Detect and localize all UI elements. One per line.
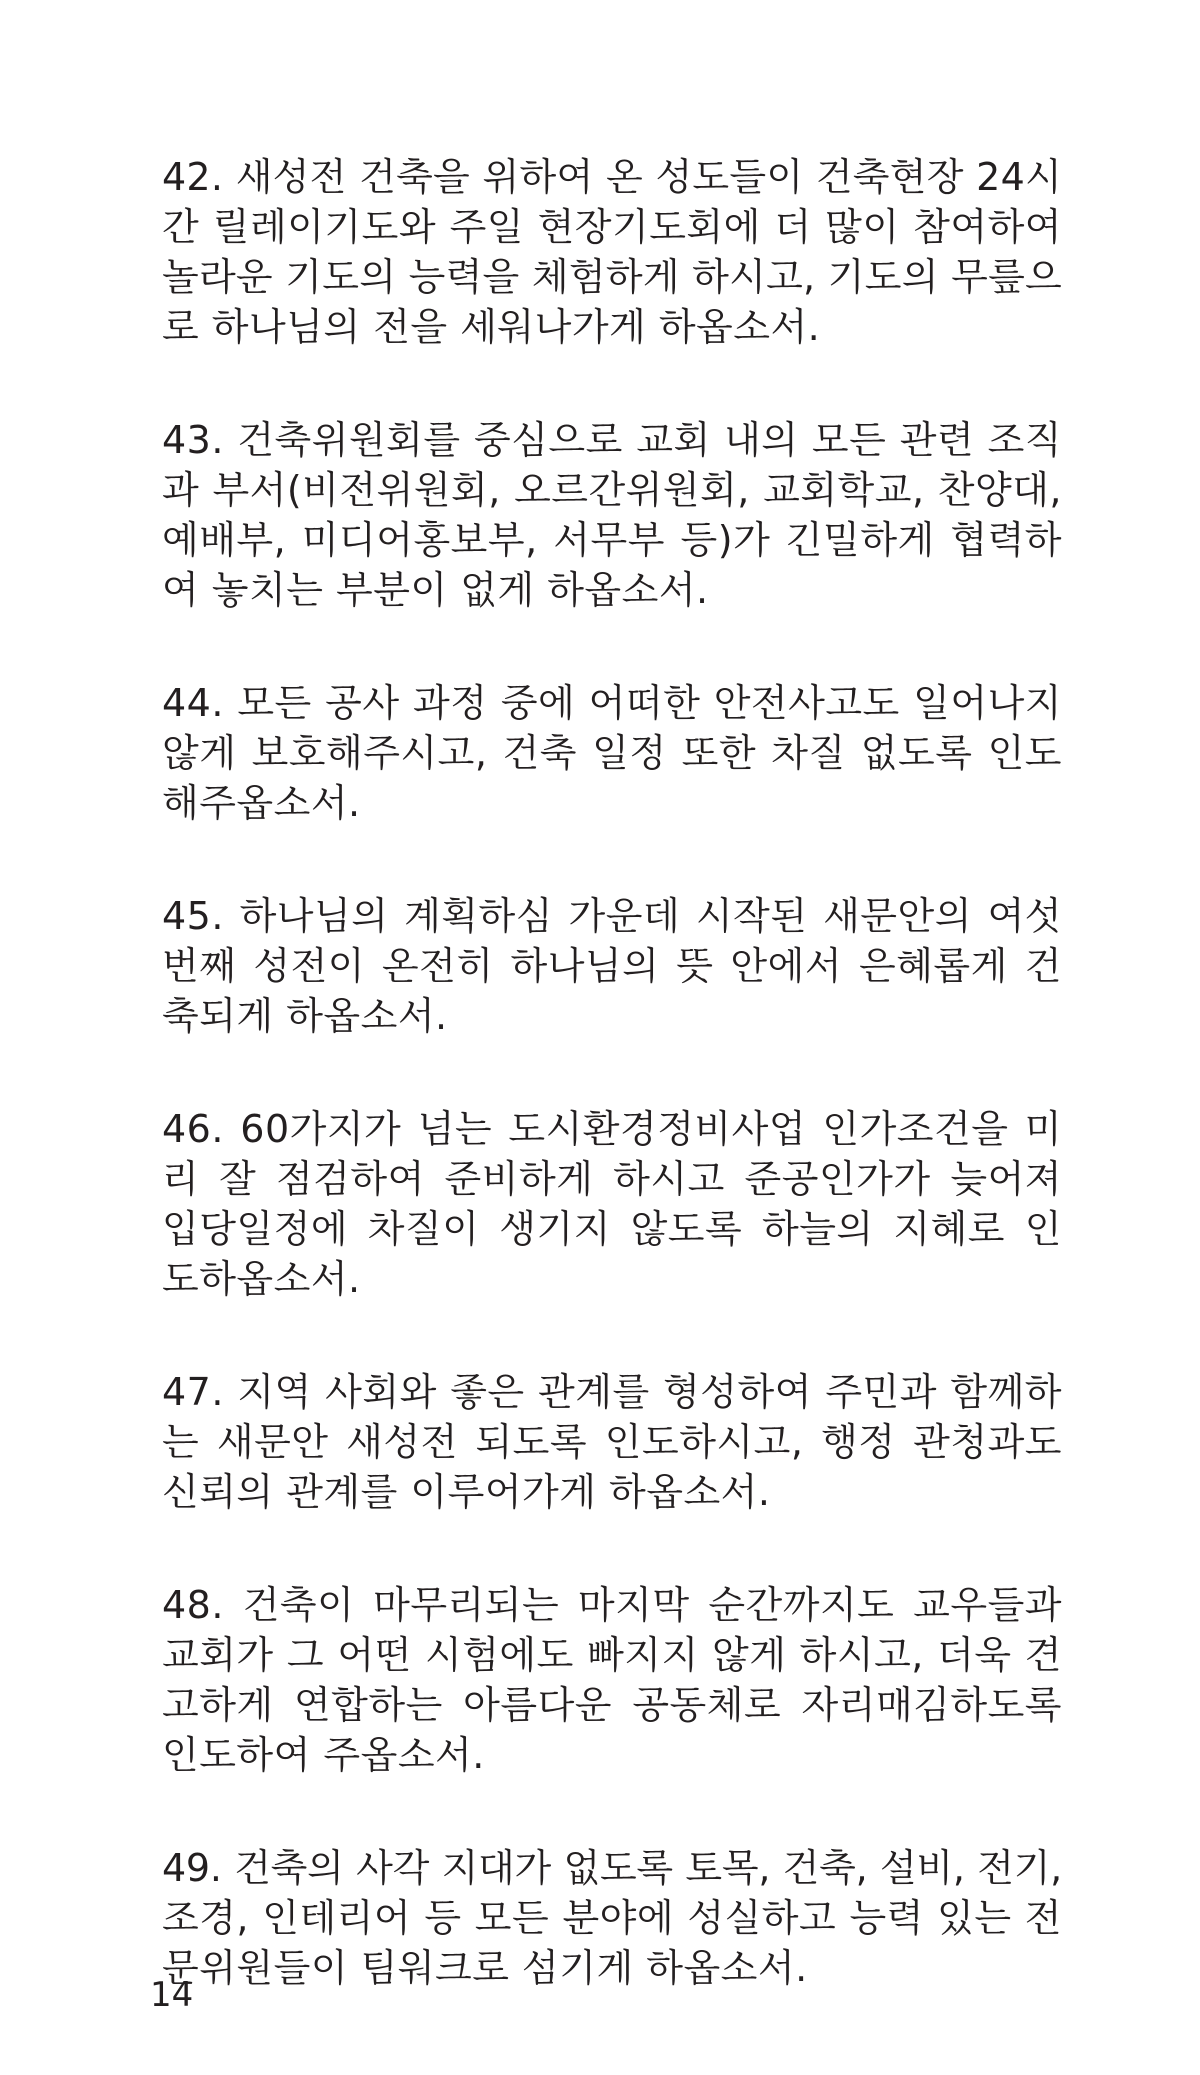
text-line: 해주옵소서.	[162, 781, 361, 825]
prayer-list	[162, 152, 1062, 1993]
prayer-item-48	[162, 1580, 1062, 1780]
text-line: 예배부, 미디어홍보부, 서무부 등)가 긴밀하게 협력하	[162, 518, 1062, 562]
text-line: 입당일정에 차질이 생기지 않도록 하늘의 지혜로 인	[162, 1207, 1062, 1251]
prayer-item-47	[162, 1367, 1062, 1517]
text-line: 과 부서(비전위원회, 오르간위원회, 교회학교, 찬양대,	[162, 468, 1062, 512]
text-line: 간 릴레이기도와 주일 현장기도회에 더 많이 참여하여	[162, 205, 1062, 249]
text-line: 46. 60가지가 넘는 도시환경정비사업 인가조건을 미	[162, 1107, 1062, 1151]
prayer-item-42	[162, 152, 1062, 352]
text-line: 고하게 연합하는 아름다운 공동체로 자리매김하도록	[162, 1683, 1062, 1727]
prayer-item-43	[162, 415, 1062, 615]
text-line: 않게 보호해주시고, 건축 일정 또한 차질 없도록 인도	[162, 731, 1062, 775]
text-line: 44. 모든 공사 과정 중에 어떠한 안전사고도 일어나지	[162, 681, 1062, 725]
text-line: 도하옵소서.	[162, 1257, 361, 1301]
prayer-item-46	[162, 1104, 1062, 1304]
text-line: 리 잘 점검하여 준비하게 하시고 준공인가가 늦어져	[162, 1157, 1062, 1201]
text-line: 축되게 하옵소서.	[162, 994, 448, 1038]
text-line: 45. 하나님의 계획하심 가운데 시작된 새문안의 여섯	[162, 894, 1062, 938]
text-line: 43. 건축위원회를 중심으로 교회 내의 모든 관련 조직	[162, 418, 1062, 462]
text-line: 교회가 그 어떤 시험에도 빠지지 않게 하시고, 더욱 견	[162, 1633, 1062, 1677]
text-line: 신뢰의 관계를 이루어가게 하옵소서.	[162, 1470, 771, 1514]
text-line: 문위원들이 팀워크로 섬기게 하옵소서.	[162, 1946, 808, 1990]
text-line: 42. 새성전 건축을 위하여 온 성도들이 건축현장 24시	[162, 155, 1062, 199]
prayer-item-45	[162, 891, 1062, 1041]
text-line: 놀라운 기도의 능력을 체험하게 하시고, 기도의 무릎으	[162, 255, 1062, 299]
text-line: 49. 건축의 사각 지대가 없도록 토목, 건축, 설비, 전기,	[162, 1846, 1062, 1890]
text-line: 48. 건축이 마무리되는 마지막 순간까지도 교우들과	[162, 1583, 1062, 1627]
text-line: 번째 성전이 온전히 하나님의 뜻 안에서 은혜롭게 건	[162, 944, 1062, 988]
text-line: 여 놓치는 부분이 없게 하옵소서.	[162, 568, 709, 612]
prayer-item-44	[162, 678, 1062, 828]
prayer-item-49	[162, 1843, 1062, 1993]
text-line: 는 새문안 새성전 되도록 인도하시고, 행정 관청과도	[162, 1420, 1062, 1464]
text-line: 인도하여 주옵소서.	[162, 1733, 485, 1777]
text-line: 47. 지역 사회와 좋은 관계를 형성하여 주민과 함께하	[162, 1370, 1062, 1414]
text-line: 로 하나님의 전을 세워나가게 하옵소서.	[162, 305, 821, 349]
text-line: 조경, 인테리어 등 모든 분야에 성실하고 능력 있는 전	[162, 1896, 1062, 1940]
page-number: 14	[150, 1975, 194, 2015]
